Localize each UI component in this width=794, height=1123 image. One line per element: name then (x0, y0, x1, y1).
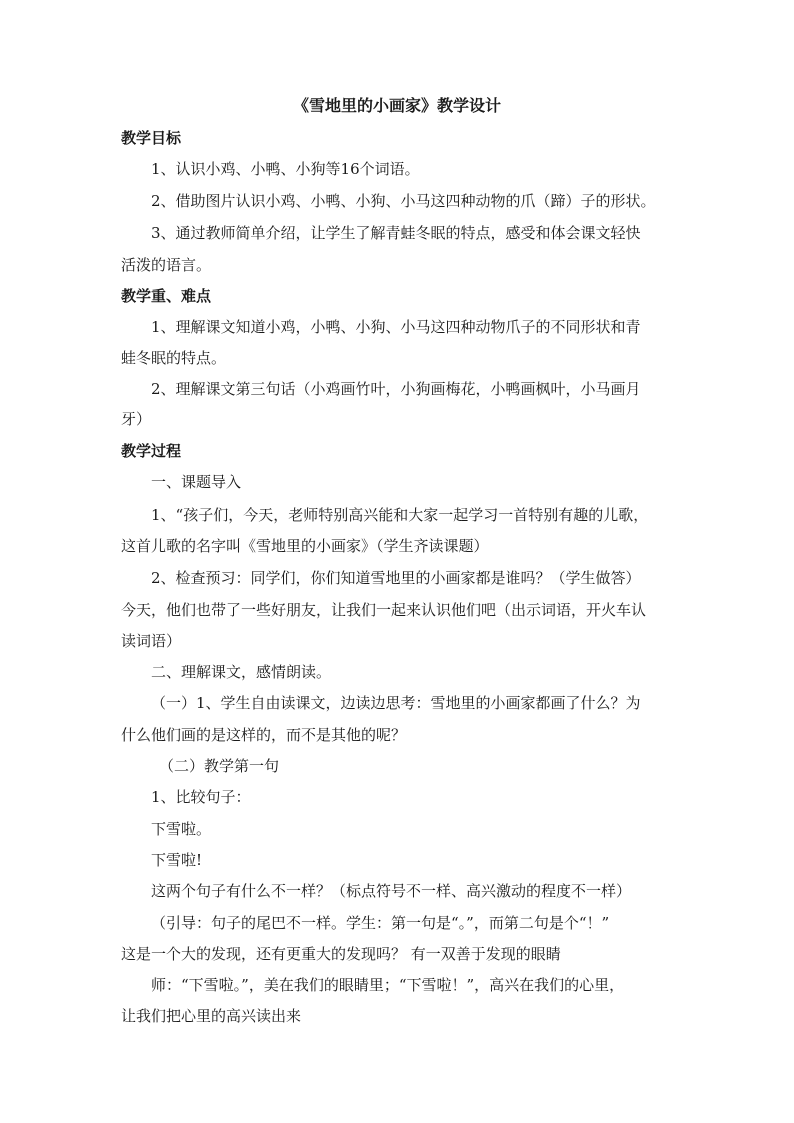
document-title: 《雪地里的小画家》教学设计 (292, 96, 501, 115)
paragraph-line: 下雪啦! (151, 851, 203, 869)
paragraph-line: 今天，他们也带了一些好朋友，让我们一起来认识他们吧（出示词语，开火车认 (121, 601, 647, 619)
paragraph-line: 3、通过教师简单介绍，让学生了解青蛙冬眠的特点，感受和体会课文轻快 (151, 224, 641, 242)
section-heading-goals: 教学目标 (121, 129, 182, 147)
paragraph-line: 下雪啦。 (151, 820, 212, 838)
paragraph-line: 1、理解课文知道小鸡，小鸭、小狗、小马这四种动物爪子的不同形状和青 (151, 318, 641, 336)
paragraph-line: 什么他们画的是这样的，而不是其他的呢？ (121, 726, 407, 744)
paragraph-line: 1、“孩子们，今天，老师特别高兴能和大家一起学习一首特别有趣的儿歌， (151, 506, 649, 524)
paragraph-line: （二）教学第一句 (159, 757, 280, 775)
section-heading-process: 教学过程 (121, 442, 182, 460)
paragraph-line: （引导：句子的尾巴不一样。学生：第一句是“。”，而第二句是个“！” (151, 914, 610, 932)
paragraph-line: 1、认识小鸡、小鸭、小狗等16个词语。 (151, 160, 420, 178)
paragraph-line: 让我们把心里的高兴读出来 (121, 1007, 302, 1025)
paragraph-line: （一）1、学生自由读课文，边读边思考：雪地里的小画家都画了什么？为 (151, 694, 641, 712)
paragraph-line: 这两个句子有什么不一样？（标点符号不一样、高兴激动的程度不一样） (151, 882, 632, 900)
paragraph-line: 2、理解课文第三句话（小鸡画竹叶，小狗画梅花，小鸭画枫叶，小马画月 (151, 380, 641, 398)
paragraph-line: 师：“下雪啦。”，美在我们的眼睛里；“下雪啦！”，高兴在我们的心里， (151, 976, 625, 994)
paragraph-line: 二、理解课文，感情朗读。 (151, 663, 332, 681)
paragraph-line: 读词语） (121, 632, 182, 650)
paragraph-line: 牙） (121, 410, 152, 428)
paragraph-line: 蛙冬眠的特点。 (121, 349, 227, 367)
section-heading-key-points: 教学重、难点 (121, 287, 212, 305)
paragraph-line: 这首儿歌的名字叫《雪地里的小画家》（学生齐读课题） (121, 537, 489, 555)
paragraph-line: 一、课题导入 (151, 473, 242, 491)
paragraph-line: 2、检查预习：同学们，你们知道雪地里的小画家都是谁吗？（学生做答） (151, 569, 641, 587)
paragraph-line: 这是一个大的发现，还有更重大的发现吗？ 有一双善于发现的眼睛 (121, 945, 561, 963)
paragraph-line: 活泼的语言。 (121, 256, 212, 274)
paragraph-line: 2、借助图片认识小鸡、小鸭、小狗、小马这四种动物的爪（蹄）子的形状。 (151, 192, 656, 210)
paragraph-line: 1、比较句子： (151, 788, 251, 806)
